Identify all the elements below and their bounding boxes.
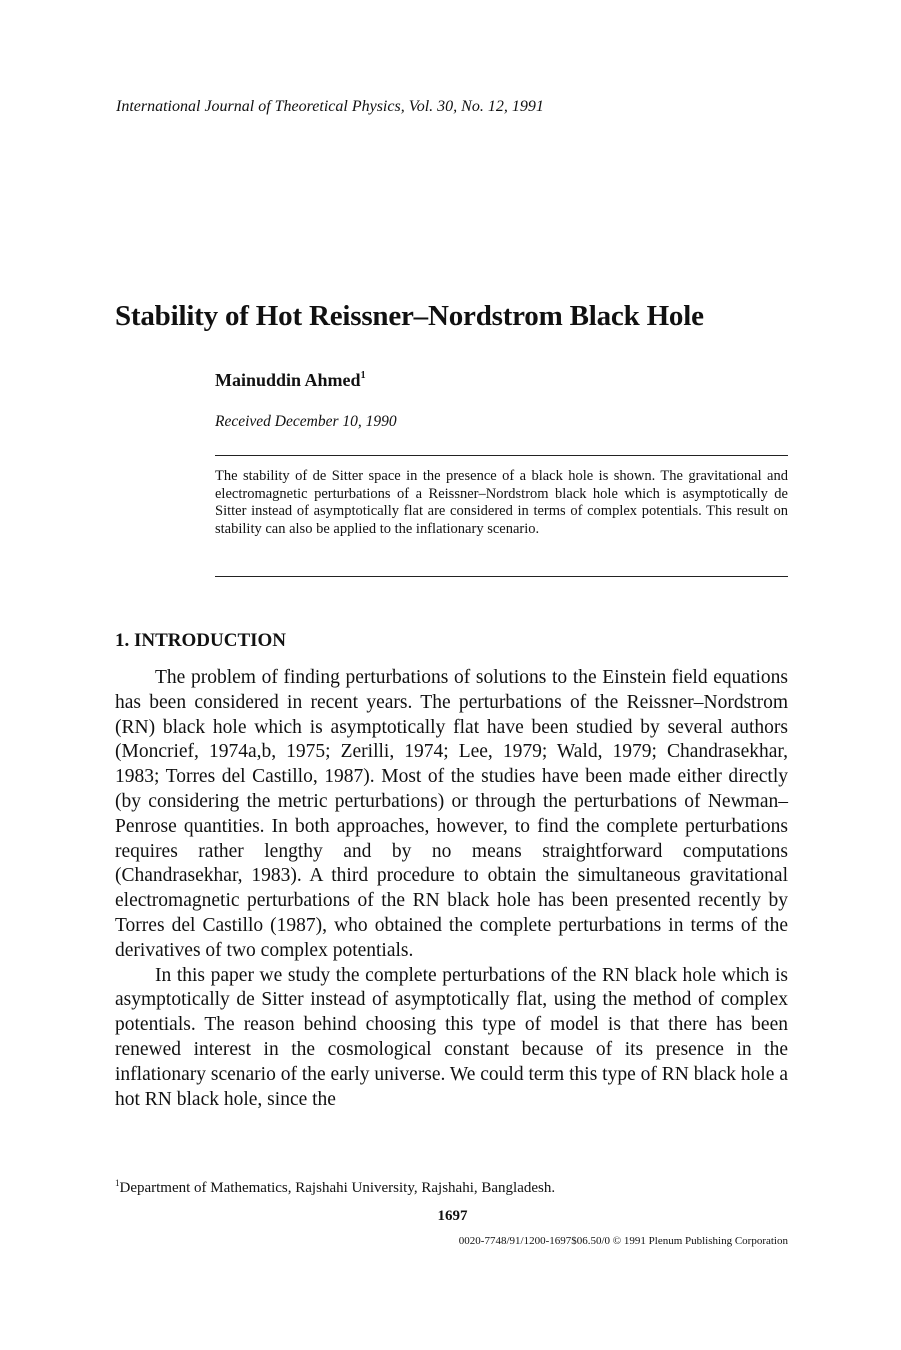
page-number: 1697 (437, 1208, 468, 1224)
abstract-top-rule (215, 455, 788, 456)
author-line (215, 370, 366, 391)
copyright-line: 0020-7748/91/1200-1697$06.50/0 © 1991 Plenum Publishing Corporation (458, 1235, 788, 1247)
footnote-text: Department of Mathematics, Rajshahi University, Rajshahi, Bangladesh. (119, 1180, 556, 1196)
footnote-mark: 1 (115, 1178, 120, 1188)
author-footnote-mark: 1 (360, 370, 366, 381)
received-date: Received December 10, 1990 (215, 413, 397, 430)
journal-citation: International Journal of Theoretical Physics, Vol. 30, No. 12, 1991 (116, 98, 544, 115)
section-body (115, 666, 788, 1112)
section-heading: 1. INTRODUCTION (115, 630, 287, 651)
article-title: Stability of Hot Reissner–Nordstrom Black Hole (115, 300, 704, 332)
footnote (115, 1178, 555, 1197)
abstract-bottom-rule (215, 576, 788, 577)
paragraph: In this paper we study the complete perturbations of the RN black hole which is asymptotically de Sitter instead of asymptotically flat, using the method of complex potentials. The reason behind choosing this type of model is that there has been renewed interest in the cosmological constant because of its presence in the inflationary scenario of the early universe. We could term this type of RN black hole a hot RN black hole, since the (115, 964, 788, 1110)
author-name: Mainuddin Ahmed (215, 370, 361, 390)
paragraph: The problem of finding perturbations of solutions to the Einstein field equations has been considered in recent years. The perturbations of the Reissner–Nordstrom (RN) black hole which is asymptotically flat have been studied by several authors (Moncrief, 1974a,b, 1975; Zerilli, 1974; Lee, 1979; Wald, 1979; Chandrasekhar, 1983; Torres del Castillo, 1987). Most of the studies have been made either directly (by considering the metric perturbations) or through the perturbations of Newman–Penrose quantities. In both approaches, however, to find the complete perturbations requires rather lengthy and by no means straightforward computations (Chandrasekhar, 1983). A third procedure to obtain the simultaneous gravitational electromagnetic perturbations of the RN black hole has been presented recently by Torres del Castillo (1987), who obtained the complete perturbations in terms of the derivatives of two complex potentials. (115, 667, 788, 961)
abstract: The stability of de Sitter space in the presence of a black hole is shown. The gravitational and electromagnetic perturbations of a Reissner–Nordstrom black hole which is asymptotically de Sitter instead of asymptotically flat are considered in terms of complex potentials. This result on stability can also be applied to the inflationary scenario. (215, 468, 788, 537)
